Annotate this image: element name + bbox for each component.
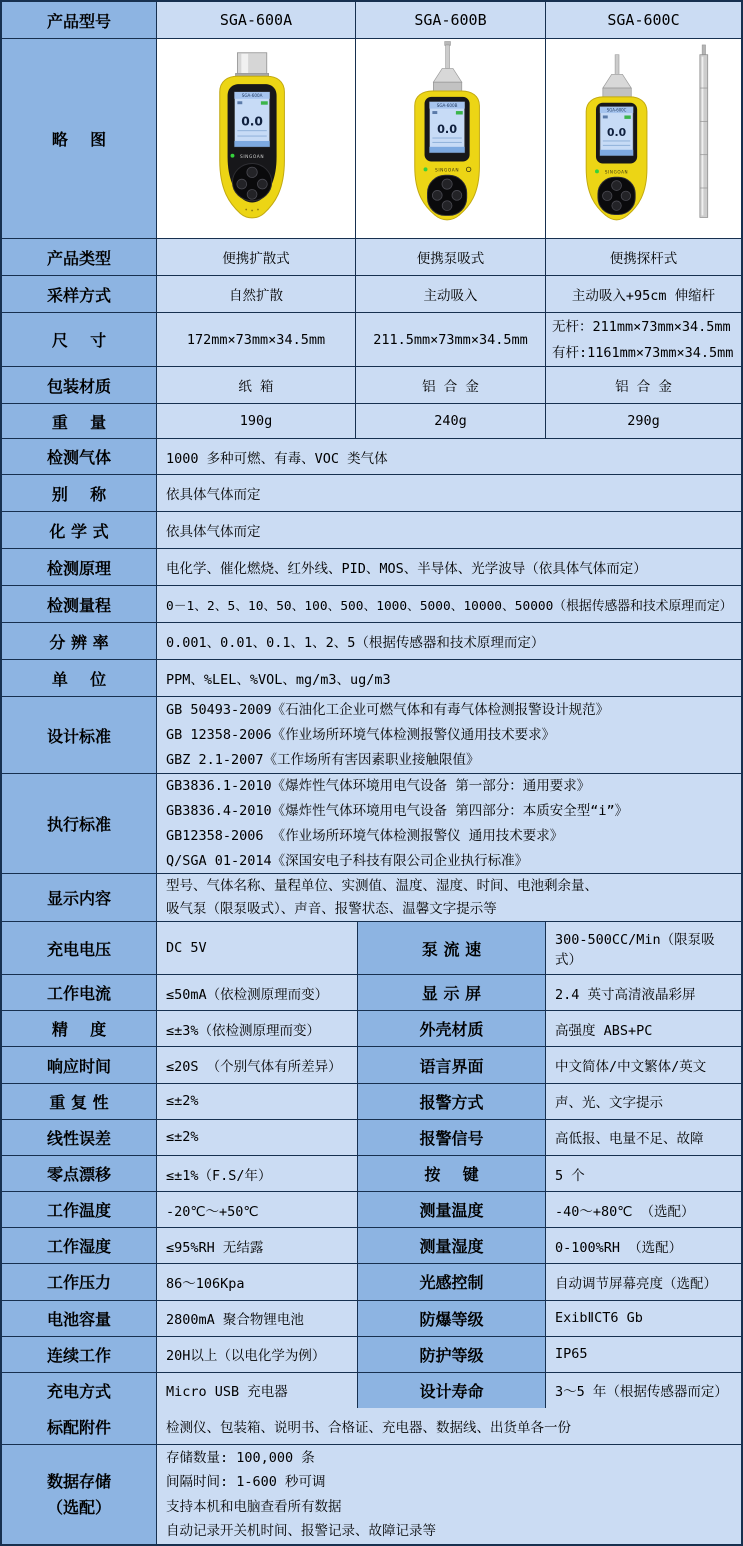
row-label-range: 检测量程 [2,586,157,622]
sketch-cell-c [546,39,741,238]
data-storage-line: 存储数量: 100,000 条 [166,1449,315,1466]
spec-value-left: ≤±1%（F.S/年） [157,1156,358,1191]
design-standard-line: GBZ 2.1-2007《工作场所有害因素职业接触限值》 [166,751,480,768]
size-b: 211.5mm×73mm×34.5mm [356,313,546,366]
spec-row [2,1301,741,1337]
spec-label-right: 按 键 [358,1156,546,1191]
spec-value-right: 300-500CC/Min（限泵吸式） [546,922,741,974]
display-content-line: 吸气泵（限泵吸式）、声音、报警状态、温馨文字提示等 [166,900,497,917]
spec-label-right: 显 示 屏 [358,975,546,1010]
packing-b: 铝 合 金 [356,367,546,403]
principle-row [2,549,741,586]
spec-row [2,1337,741,1373]
svg-text:0.0: 0.0 [436,122,457,136]
sensor-cap [235,52,268,77]
spec-value-left: -20℃～+50℃ [157,1192,358,1227]
spec-value-right: 高强度 ABS+PC [546,1011,741,1046]
spec-label-right: 测量温度 [358,1192,546,1227]
spec-row [2,1228,741,1264]
spec-label-left: 工作压力 [2,1264,157,1299]
device-image-sga-600a [171,41,341,237]
spec-row [2,975,741,1011]
data-storage-line: 自动记录开关机时间、报警记录、故障记录等 [166,1523,436,1539]
exec-standard-line: Q/SGA 01-2014《深国安电子科技有限公司企业执行标准》 [166,852,529,869]
spec-label-right: 设计寿命 [358,1373,546,1408]
exec-standard-line: GB12358-2006 《作业场所环境气体检测报警仪 通用技术要求》 [166,827,564,844]
accessories-row [2,1408,741,1445]
spec-value-right: 声、光、文字提示 [546,1084,741,1119]
spec-label-right: 泵 流 速 [358,922,546,974]
model-header-sga-600c: SGA-600C [546,2,741,38]
spec-label-right: 测量湿度 [358,1228,546,1263]
led-indicator [595,169,599,173]
row-label-alias: 别 称 [2,475,157,511]
row-label-sampling: 采样方式 [2,276,157,312]
spec-value-right: IP65 [546,1337,741,1372]
range-row [2,586,741,623]
row-label-unit: 单 位 [2,660,157,696]
spec-label-left: 响应时间 [2,1047,157,1082]
spec-value-left: ≤95%RH 无结露 [157,1228,358,1263]
weight-b: 240g [356,404,546,438]
packing-a: 纸 箱 [157,367,356,403]
sketch-row [2,39,741,239]
data-storage-row [2,1445,741,1544]
data-storage-line: 支持本机和电脑查看所有数据 [166,1498,342,1515]
two-column-specs [2,922,741,1408]
display-content-line: 型号、气体名称、量程单位、实测值、温度、湿度、时间、电池剩余量、 [166,877,598,894]
gas-row [2,439,741,475]
keypad [232,163,271,200]
display-content-row [2,874,741,922]
brand-text: SINGOAN [604,168,628,174]
row-label-accessories: 标配附件 [2,1408,157,1444]
data-storage-lines [157,1445,741,1544]
spec-label-left: 电池容量 [2,1301,157,1336]
sampling-b: 主动吸入 [356,276,546,312]
row-label-data-storage [2,1445,157,1544]
spec-value-left: ≤±2% [157,1084,358,1119]
alias-row [2,475,741,512]
weight-c: 290g [546,404,741,438]
spec-label-left: 充电电压 [2,922,157,974]
formula-value: 依具体气体而定 [157,512,741,548]
unit-value: PPM、%LEL、%VOL、mg/m3、ug/m3 [157,660,741,696]
spec-row [2,922,741,975]
spec-value-right: 高低报、电量不足、故障 [546,1120,741,1155]
svg-text:SGA-600C: SGA-600C [606,107,626,113]
exec-standard-line: GB3836.4-2010《爆炸性气体环境用电气设备 第四部分：本质安全型“i”》 [166,802,629,819]
exec-standard-lines [157,774,741,873]
spec-label-right: 防爆等级 [358,1301,546,1336]
resolution-value: 0.001、0.01、0.1、1、2、5（根据传感器和技术原理而定） [157,623,741,659]
spec-row [2,1156,741,1192]
sampling-row [2,276,741,313]
row-label-resolution: 分 辨 率 [2,623,157,659]
lcd-screen [599,106,632,155]
spec-row [2,1192,741,1228]
principle-value: 电化学、催化燃烧、红外线、PID、MOS、半导体、光学波导（依具体气体而定） [157,549,741,585]
device-with-probe [586,54,647,219]
size-c [546,313,741,366]
spec-row [2,1084,741,1120]
spec-label-left: 工作湿度 [2,1228,157,1263]
spec-label-left: 工作温度 [2,1192,157,1227]
packing-c: 铝 合 金 [546,367,741,403]
device-image-sga-600c [551,41,737,237]
row-label-exec-standard: 执行标准 [2,774,157,873]
row-label-principle: 检测原理 [2,549,157,585]
spec-row [2,1373,741,1408]
spec-value-left: 2800mA 聚合物锂电池 [157,1301,358,1336]
accessories-value: 检测仪、包装箱、说明书、合格证、充电器、数据线、出货单各一份 [157,1408,741,1444]
data-storage-line: 间隔时间: 1-600 秒可调 [166,1474,326,1490]
spec-label-right: 报警信号 [358,1120,546,1155]
spec-row [2,1264,741,1300]
exec-standard-line: GB3836.1-2010《爆炸性气体环境用电气设备 第一部分：通用要求》 [166,777,591,794]
size-a: 172mm×73mm×34.5mm [157,313,356,366]
row-label-display-content: 显示内容 [2,874,157,921]
weight-a: 190g [157,404,356,438]
design-standard-line: GB 12358-2006《作业场所环境气体检测报警仪通用技术要求》 [166,726,556,743]
svg-text:SGA-600A: SGA-600A [241,92,263,98]
alias-value: 依具体气体而定 [157,475,741,511]
sketch-cell-a [157,39,356,238]
spec-label-left: 精 度 [2,1011,157,1046]
product-type-c: 便携探杆式 [546,239,741,275]
sketch-cell-b [356,39,546,238]
design-standard-line: GB 50493-2009《石油化工企业可燃气体和有毒气体检测报警设计规范》 [166,701,610,718]
spec-label-left: 充电方式 [2,1373,157,1408]
telescopic-rod [699,44,707,216]
product-type-row [2,239,741,276]
spec-value-left: DC 5V [157,922,358,974]
product-type-a: 便携扩散式 [157,239,356,275]
led-indicator [423,167,427,171]
data-storage-label-line1: 数据存储 [46,1471,111,1491]
spec-label-right: 报警方式 [358,1084,546,1119]
spec-row [2,1047,741,1083]
size-row [2,313,741,367]
spec-row [2,1011,741,1047]
spec-value-left: ≤±2% [157,1120,358,1155]
spec-value-right: 中文简体/中文繁体/英文 [546,1047,741,1082]
packing-row [2,367,741,404]
lcd-screen [234,91,269,146]
exec-standard-row [2,774,741,874]
spec-label-left: 工作电流 [2,975,157,1010]
spec-value-right: 5 个 [546,1156,741,1191]
led-indicator [231,153,235,157]
spec-value-right: ExibⅡCT6 Gb [546,1301,741,1336]
spec-value-right: -40～+80℃ （选配） [546,1192,741,1227]
row-label-design-standard: 设计标准 [2,697,157,773]
row-label-product-model: 产品型号 [2,2,157,38]
unit-row [2,660,741,697]
svg-text:0.0: 0.0 [606,125,626,139]
brand-text: SINGOAN [434,167,459,173]
spec-value-left: ≤±3%（依检测原理而变） [157,1011,358,1046]
lcd-screen [429,101,464,152]
formula-row [2,512,741,549]
design-standard-row [2,697,741,774]
row-label-formula: 化 学 式 [2,512,157,548]
spec-label-left: 线性误差 [2,1120,157,1155]
design-standard-lines [157,697,741,773]
row-label-packing: 包装材质 [2,367,157,403]
spec-label-right: 防护等级 [358,1337,546,1372]
spec-label-right: 外壳材质 [358,1011,546,1046]
spec-value-left: Micro USB 充电器 [157,1373,358,1408]
row-label-detected-gas: 检测气体 [2,439,157,474]
row-label-weight: 重 量 [2,404,157,438]
brand-text: SINGOAN [240,154,265,160]
pump-probe [602,54,630,98]
range-value: 0－1、2、5、10、50、100、500、1000、5000、10000、50000（根据传感器和技术原理而定） [157,586,741,622]
pump-probe [433,41,461,92]
weight-row [2,404,741,439]
keypad [427,175,466,215]
product-type-b: 便携泵吸式 [356,239,546,275]
size-c-line2: 有杆:1161mm×73mm×34.5mm [552,344,734,361]
spec-value-left: 20H以上（以电化学为例） [157,1337,358,1372]
spec-label-right: 光感控制 [358,1264,546,1299]
spec-value-right: 2.4 英寸高清液晶彩屏 [546,975,741,1010]
data-storage-label-line2: （选配） [46,1497,111,1517]
spec-value-left: 86～106Kpa [157,1264,358,1299]
sampling-a: 自然扩散 [157,276,356,312]
row-label-product-type: 产品类型 [2,239,157,275]
spec-label-right: 语言界面 [358,1047,546,1082]
spec-value-right: 0-100%RH （选配） [546,1228,741,1263]
device-image-sga-600b [366,41,536,237]
spec-value-right: 自动调节屏幕亮度（选配） [546,1264,741,1299]
spec-label-left: 零点漂移 [2,1156,157,1191]
spec-value-right: 3～5 年（根据传感器而定） [546,1373,741,1408]
row-label-size: 尺 寸 [2,313,157,366]
size-c-line1: 无杆：211mm×73mm×34.5mm [552,318,731,335]
svg-text:0.0: 0.0 [241,113,263,128]
model-header-sga-600b: SGA-600B [356,2,546,38]
model-header-row [2,2,741,39]
spec-value-left: ≤50mA（依检测原理而变） [157,975,358,1010]
model-header-sga-600a: SGA-600A [157,2,356,38]
spec-row [2,1120,741,1156]
spec-value-left: ≤20S （个别气体有所差异） [157,1047,358,1082]
sampling-c: 主动吸入+95cm 伸缩杆 [546,276,741,312]
row-label-sketch: 略 图 [2,39,157,238]
spec-label-left: 重 复 性 [2,1084,157,1119]
display-content-lines [157,874,741,921]
resolution-row [2,623,741,660]
spec-label-left: 连续工作 [2,1337,157,1372]
svg-text:SGA-600B: SGA-600B [436,102,457,108]
detected-gas-value: 1000 多种可燃、有毒、VOC 类气体 [157,439,741,474]
keypad [597,177,634,214]
